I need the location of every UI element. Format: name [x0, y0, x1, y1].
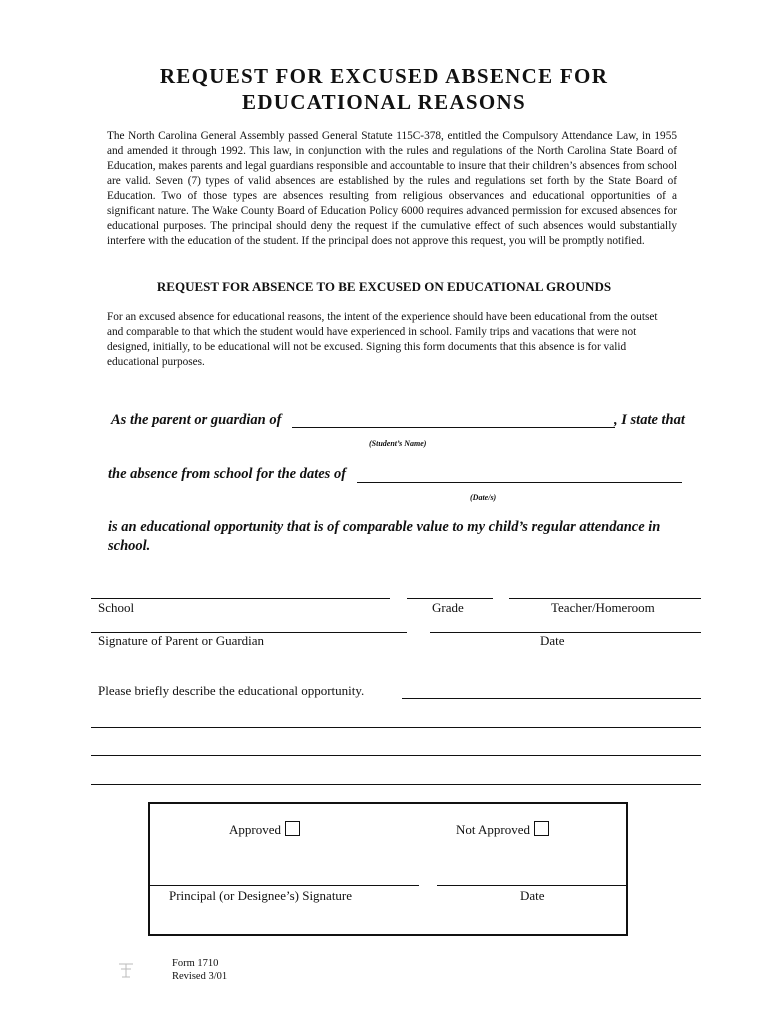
section-paragraph: For an excused absence for educational reasons, the intent of the experience should have been educational from the outset and comparable to that which the student would have experienced in school. Family trips and vacations that were not designed, initially, to be educational will not be excused. Signing this form documents that this absence is for valid educational purposes.: [107, 311, 658, 368]
district-logo-icon: [116, 960, 136, 980]
describe-line-1[interactable]: [402, 698, 701, 699]
not-approved-checkbox[interactable]: [534, 821, 549, 836]
principal-date-label: Date: [520, 888, 545, 903]
intro-paragraph: The North Carolina General Assembly passed General Statute 115C-378, entitled the Compulsory Attendance Law, in 1955 and amended it through 1992. This law, in conjunction with the rules and regulations of the North Carolina State Board of Education, makes parents and legal guardians responsible and accountable to insure that their children’s absences from school are valid. Seven (7) types of valid absences are established by the rules and regulations set forth by the State Board of Education. Two of those types are absences resulting from religious observances and educational opportunities of a significant nature. The Wake County Board of Education Policy 6000 requires advanced permission for excused absences for educational purposes. The principal should deny the request if the cumulative effect of such absences would substantially interfere with the education of the student. If the principal does not approve this request, you will be promptly notified.: [107, 130, 677, 247]
statement-parent-prefix: As the parent or guardian of: [111, 412, 282, 428]
form-number: Form 1710: [172, 958, 219, 969]
grade-line[interactable]: [407, 598, 493, 599]
dates-caption: (Date/s): [470, 493, 497, 502]
teacher-line[interactable]: [509, 598, 701, 599]
parent-date-label: Date: [540, 633, 565, 648]
parent-date-line[interactable]: [430, 632, 701, 633]
form-title-line-2: EDUCATIONAL REASONS: [242, 90, 526, 114]
approved-checkbox[interactable]: [285, 821, 300, 836]
not-approved-label: Not Approved: [456, 822, 531, 837]
describe-line-4[interactable]: [91, 784, 701, 785]
approved-label: Approved: [229, 822, 281, 837]
describe-line-3[interactable]: [91, 755, 701, 756]
approved-option[interactable]: [229, 821, 300, 838]
not-approved-option[interactable]: [456, 821, 549, 838]
approval-box: [148, 802, 628, 936]
describe-label: Please briefly describe the educational opportunity.: [98, 683, 365, 698]
teacher-label: Teacher/Homeroom: [551, 600, 655, 615]
parent-signature-label: Signature of Parent or Guardian: [98, 633, 265, 648]
describe-line-2[interactable]: [91, 727, 701, 728]
dates-line[interactable]: [357, 482, 682, 483]
school-label: School: [98, 600, 135, 615]
grade-label: Grade: [432, 600, 464, 615]
student-name-line[interactable]: [292, 427, 615, 428]
statement-dates-prefix: the absence from school for the dates of: [108, 466, 347, 482]
school-line[interactable]: [91, 598, 390, 599]
student-name-caption: (Student’s Name): [369, 439, 427, 448]
form-title-line-1: REQUEST FOR EXCUSED ABSENCE FOR: [159, 64, 609, 88]
principal-signature-line[interactable]: [150, 885, 419, 886]
revised-date: Revised 3/01: [172, 971, 228, 982]
principal-signature-label: Principal (or Designee’s) Signature: [169, 888, 353, 903]
statement-line-3: is an educational opportunity that is of comparable value to my child’s regular attendance in: [108, 519, 661, 535]
statement-parent-suffix: , I state that: [614, 412, 685, 428]
section-heading: REQUEST FOR ABSENCE TO BE EXCUSED ON EDUCATIONAL GROUNDS: [156, 279, 612, 294]
statement-line-4: school.: [108, 538, 151, 554]
principal-date-line[interactable]: [437, 885, 627, 886]
